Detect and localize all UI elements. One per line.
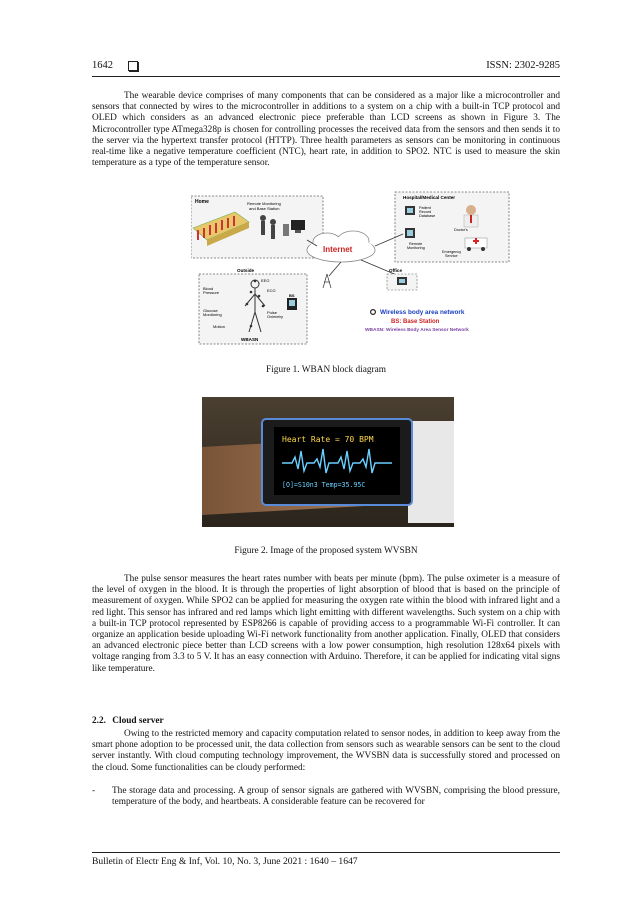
remote-station-label: Remote Monitoring <box>247 201 281 206</box>
legend-wban: Wireless body area network <box>380 309 465 316</box>
paragraph-pulse-sensor: The pulse sensor measures the heart rates number with beats per minute (bpm). The pulse oximeter is a measure of the level of oxygen in the blood. It is through the properties of light absorption of blood that is based on the principle of measurement of oxygen. While SPO2 can be applied for measuring the oxygen rate within the blood with infrared light and a red light. This sensor has infrared and red lamps which light emitting with different wavelengths. Such system on a chip with a built-in TCP protocol represented by ESP8266 is capable of providing access to a programmable Wi-Fi controller. It can organize an application beside uploading Wi-Fi network functionality from another application. Finally, OLED that considers an advanced electronic piece better than LCD screens with a low power consumption, high resolution 128x64 pixels with voltage ranging from 3.3 to 5 V. It has an easy connection with Arduino. Therefore, it can be applied for indicating vital signs like temperature. <box>92 574 560 674</box>
legend-wbasn: WBASN: Wireless Body Area Sensor Network <box>365 328 469 333</box>
legend-bs: BS: Base Station <box>391 319 440 325</box>
pulse-ox-label: Pulse <box>267 310 278 315</box>
square-icon <box>128 61 138 71</box>
section-heading <box>92 716 164 726</box>
antenna-icon <box>323 274 331 288</box>
figure-1-caption: Figure 1. WBAN block diagram <box>266 365 386 375</box>
office-label: Office <box>389 268 403 273</box>
blood-pressure-label: Blood <box>203 286 214 291</box>
remote-monitoring-label-2: Monitoring <box>407 246 425 250</box>
blood-pressure-label-2: Pressure <box>203 290 220 295</box>
computer-icon <box>405 206 415 215</box>
bs-label: BS <box>289 293 295 298</box>
eeg-label: EEG <box>261 278 270 283</box>
section-number: 2.2. <box>92 716 106 726</box>
base-station-icon <box>287 298 297 310</box>
computer-icon <box>405 228 415 238</box>
doctor-label: Doctor's <box>454 228 468 232</box>
paragraph-cloud-server: Owing to the restricted memory and capacity computation related to sensor nodes, in addition to keep away from the smart phone adoption to be processed unit, the data collection from sensors such as wearable sensors can be sent to the cloud server instantly. With cloud computing technology improvement, the WVSBN data is successfully stored and processed on the cloud. Some functionalities can be cloudy performed: <box>92 729 560 773</box>
running-footer: Bulletin of Electr Eng & Inf, Vol. 10, No. 3, June 2021 : 1640 – 1647 <box>92 852 560 867</box>
glucose-label: Glucose <box>203 308 218 313</box>
issn: ISSN: 2302-9285 <box>486 60 560 71</box>
outside-label: Outside <box>237 268 255 273</box>
bullet-text: The storage data and processing. A group of sensor signals are gathered with WVSBN, comprising the blood pressure, temperature of the body, and heartbeats. A considerable feature can be recovered for <box>112 786 560 808</box>
remote-monitoring-label: Remote <box>409 242 423 246</box>
remote-station-label-2: and Base Station <box>249 206 280 211</box>
section-title: Cloud server <box>112 716 164 726</box>
running-header <box>92 58 560 77</box>
page-number: 1642 <box>92 60 113 71</box>
screen-heart-rate: Heart Rate = 70 BPM <box>282 435 374 444</box>
patient-record-label: Patient <box>419 206 431 210</box>
white-cloth <box>408 421 454 523</box>
screen-spo2-temp: [O]=S10n3 Temp=35.95C <box>282 481 366 489</box>
pulse-ox-label-2: Oximetry <box>267 314 283 319</box>
figure-device-photo <box>202 397 454 527</box>
emergency-label: Emergency <box>442 250 462 254</box>
hospital-label: Hospital/Medical Center <box>403 195 456 200</box>
paragraph-wearable-device: The wearable device comprises of many components that can be considered as a major like a microcontroller and sensors that connected by wires to the microcontroller in additions to a system on a chip with a built-in TCP protocol and OLED which considers as an advanced electronic piece preferable than LCD screens as shown in Figure 3. The Microcontroller type ATmega328p is chosen for controlling processes the received data from the sensors and then sends it to the server via the hypertext transfer protocol (HTTP). Three health parameters as sensors can be monitoring in continuous real-time like a negative temperature coefficient (NTC), heart rate, in addition to SPO2. NTC is used to measure the skin temperature as a type of the temperature sensor. <box>92 91 560 169</box>
internet-label: Internet <box>323 245 353 254</box>
figure-wban-diagram <box>191 188 511 346</box>
wbasn-label: WBASN <box>241 337 259 342</box>
computer-icon <box>397 277 407 285</box>
glucose-label-2: Monitoring <box>203 312 222 317</box>
legend-marker <box>371 310 376 315</box>
figure-2-caption: Figure 2. Image of the proposed system WVSBN <box>234 546 418 556</box>
list-item <box>92 786 560 826</box>
bullet-dash: - <box>92 786 96 796</box>
emergency-label-2: Service <box>445 254 458 258</box>
ecg-label: ECG <box>267 288 276 293</box>
home-label: Home <box>195 199 209 205</box>
patient-record-label-2: Record <box>419 210 432 214</box>
patient-record-label-3: Database <box>419 214 436 218</box>
motion-label: Motion <box>213 324 226 329</box>
